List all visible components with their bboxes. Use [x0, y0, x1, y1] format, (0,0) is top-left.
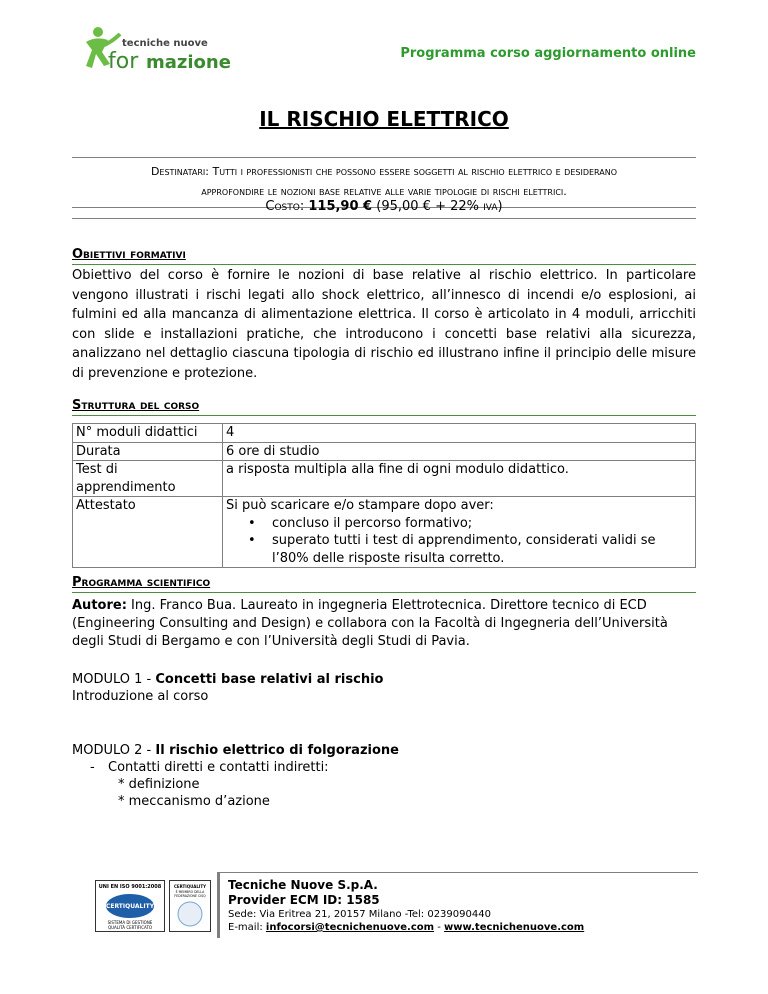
modulo1-line: Introduzione al corso	[72, 689, 209, 704]
obiettivi-text: Obiettivo del corso è fornire le nozioni di base relative al rischio elettrico. In particolare vengono illustrati i rischi legati allo shock elettrico, all’innesco di incendi e/o esplosioni, ai fulmini ed alla mancanza di alimentazione elettrica. Il corso è articolato in 4 moduli, arricchiti con slide e installazioni pratiche, che introducono i concetti base relativi alla sicurezza, analizzano nel dettaglio ciascuna tipologia di rischio ed illustrano infine il principio delle misure di prevenzione e protezione.	[72, 268, 696, 381]
svg-text:FEDERAZIONE CISQ: FEDERAZIONE CISQ	[174, 894, 206, 898]
table-row	[73, 497, 696, 568]
list-item: • concluso il percorso formativo;	[246, 515, 692, 533]
svg-text:UNI EN ISO 9001:2008: UNI EN ISO 9001:2008	[98, 884, 162, 890]
runner-logo-icon	[82, 24, 231, 78]
logo-line2b: mazione	[146, 52, 231, 73]
page-title: IL RISCHIO ELETTRICO	[259, 107, 509, 131]
svg-text:SISTEMA DI GESTIONE: SISTEMA DI GESTIONE	[107, 920, 153, 925]
autore-label: Autore:	[72, 598, 127, 613]
attestato-intro: Si può scaricare e/o stampare dopo aver:	[226, 498, 494, 513]
table-cell-label: Durata	[73, 442, 223, 461]
costo-detail-b: )	[497, 199, 503, 214]
attestato-bullets	[246, 515, 692, 568]
modulo2-prefix: MODULO 2 -	[72, 743, 156, 758]
obiettivi-heading-text: Obiettivi formativi	[72, 247, 186, 262]
costo-price: 115,90 €	[308, 199, 373, 214]
table-row	[73, 424, 696, 443]
destinatari-label: Destinatari:	[150, 165, 210, 178]
autore-paragraph	[72, 597, 696, 651]
programma-heading-text: Programma scientifico	[72, 575, 211, 590]
svg-text:QUALITÀ CERTIFICATO: QUALITÀ CERTIFICATO	[107, 925, 153, 930]
costo-detail-iva: iva	[483, 199, 498, 214]
logo-line1: tecniche nuove	[122, 38, 208, 49]
footer-website-link[interactable]: www.tecnichenuove.com	[444, 922, 585, 933]
modulo2-item: Contatti diretti e contatti indiretti:	[108, 760, 329, 775]
table-cell-label: Attestato	[73, 497, 223, 568]
logo	[82, 24, 231, 78]
modulo1-prefix: MODULO 1 -	[72, 672, 156, 687]
footer-email-link[interactable]: infocorsi@tecnichenuove.com	[265, 922, 435, 933]
table-cell-value: a risposta multipla alla fine di ogni modulo didattico.	[223, 461, 696, 497]
footer-company: Tecniche Nuove S.p.A.	[228, 878, 378, 892]
svg-text:È MEMBRO DELLA: È MEMBRO DELLA	[175, 890, 205, 894]
modulo1-title	[72, 671, 383, 689]
footer-separator: -	[434, 922, 445, 933]
costo-box	[72, 196, 696, 219]
table-cell-value: 6 ore di studio	[223, 442, 696, 461]
destinatari-text2: approfondire le nozioni base relative alle varie tipologie di rischi elettrici.	[201, 185, 567, 198]
footer-rule	[220, 872, 698, 873]
struttura-heading-text: Struttura del corso	[72, 398, 200, 413]
struttura-table	[72, 423, 696, 568]
certification-logo	[95, 880, 211, 932]
certiquality-icon	[95, 880, 211, 932]
footer-divider	[217, 872, 220, 938]
table-row	[73, 442, 696, 461]
costo-detail-a: (95,00 € + 22%	[376, 199, 484, 214]
struttura-heading	[72, 398, 696, 413]
programma-heading	[72, 575, 696, 590]
footer-provider: Provider ECM ID: 1585	[228, 893, 380, 907]
svg-text:CERTIQUALITY: CERTIQUALITY	[173, 884, 207, 889]
modulo2-sub2: * meccanismo d’azione	[118, 794, 270, 809]
table-cell-value: 4	[223, 424, 696, 443]
autore-text: Ing. Franco Bua. Laureato in ingegneria Elettrotecnica. Direttore tecnico di ECD (Engineering Consulting and Design) e collabora con la Facoltà di Ingegneria dell’Università degli Studi di Bergamo e con l’Università degli Studi di Pavia.	[72, 598, 668, 649]
table-cell-label: Test di apprendimento	[73, 461, 223, 497]
logo-line2a: for	[108, 49, 139, 74]
footer-email-label: E-mail:	[228, 922, 266, 933]
list-item: • superato tutti i test di apprendimento, considerati validi se l’80% delle risposte risulta corretto.	[246, 532, 692, 567]
destinatari-text1: Tutti i professionisti che possono essere soggetti al rischio elettrico e desiderano	[212, 165, 618, 178]
svg-text:CERTIQUALITY: CERTIQUALITY	[105, 903, 155, 910]
footer-sede: Sede: Via Eritrea 21, 20157 Milano -Tel: 0239090440	[228, 909, 491, 920]
costo-label: Costo:	[265, 199, 305, 214]
modulo2-dash: -	[90, 760, 95, 775]
table-cell-label: N° moduli didattici	[73, 424, 223, 443]
obiettivi-heading	[72, 247, 696, 262]
modulo2-sub1: * definizione	[118, 777, 200, 792]
header-tagline: Programma corso aggiornamento online	[400, 46, 696, 61]
modulo2-name: Il rischio elettrico di folgorazione	[155, 743, 399, 758]
table-cell-value	[223, 497, 696, 568]
footer-contacts	[228, 922, 584, 933]
modulo1-name: Concetti base relativi al rischio	[155, 672, 384, 687]
modulo2-title	[72, 742, 399, 760]
table-row	[73, 461, 696, 497]
